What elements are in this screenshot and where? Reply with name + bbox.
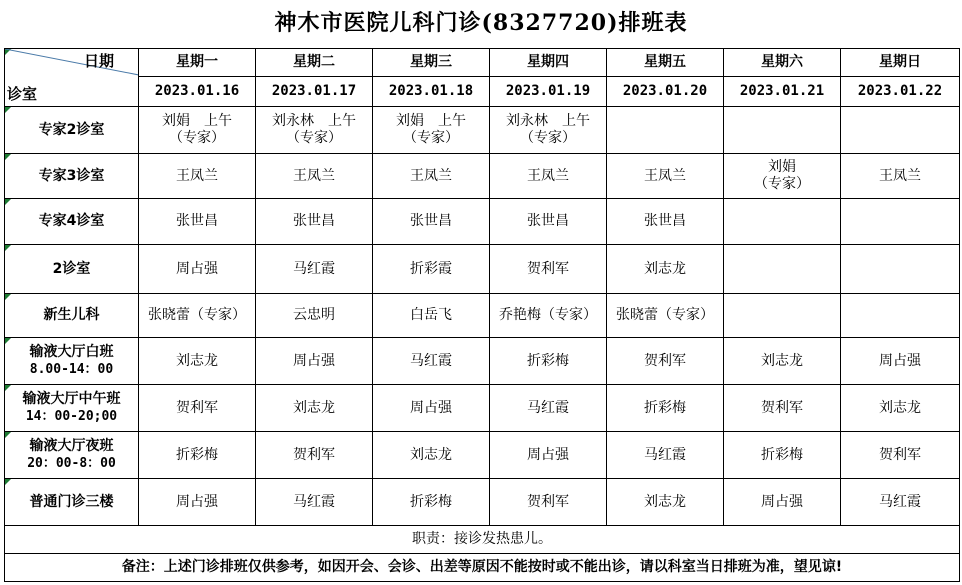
doctor-name: 张世昌 [527,213,569,229]
doctor-name: 马红霞 [410,352,452,369]
doctor-name: 周占强 [176,260,218,277]
room-name: 新生儿科 [43,307,100,323]
schedule-cell [607,154,724,199]
schedule-row [5,385,960,432]
doctor-name: 张世昌 [410,213,452,229]
schedule-cell [724,154,841,199]
cell-marker-icon [5,107,11,113]
note-row [5,554,960,582]
doctor-name: 贺利军 [527,260,569,277]
schedule-cell [841,199,960,245]
schedule-cell [373,294,490,338]
doctor-name: 折彩霞 [410,260,452,277]
room-name: 输液大厅中午班 [22,391,121,407]
schedule-row [5,199,960,245]
cell-marker-icon [5,294,11,300]
schedule-cell [841,245,960,294]
schedule-cell [490,199,607,245]
schedule-cell [841,385,960,432]
schedule-cell [490,245,607,294]
room-name-cell [5,154,139,199]
doctor-name: 张晓蕾（专家） [616,307,714,323]
schedule-row [5,294,960,338]
doctor-name: 马红霞 [879,493,921,510]
schedule-cell [841,107,960,154]
doctor-name: 王凤兰 [527,167,569,184]
schedule-cell [490,338,607,385]
doctor-name: 周占强 [176,493,218,510]
room-name: 输液大厅白班 [29,344,114,360]
doctor-name: 刘娟 上午 [396,113,466,129]
schedule-cell [139,338,256,385]
doctor-name: 刘志龙 [410,446,452,463]
schedule-cell [607,294,724,338]
schedule-cell [607,338,724,385]
schedule-cell [607,245,724,294]
shift-hours: 8.00-14：00 [29,362,114,377]
day-header: 星期三 [373,49,490,77]
doctor-name: 张世昌 [176,213,218,229]
doctor-name: 云忠明 [293,307,335,323]
room-name: 输液大厅夜班 [29,438,114,454]
schedule-cell [724,338,841,385]
doctor-name: 刘志龙 [293,399,335,416]
schedule-cell [607,479,724,526]
schedule-cell [373,107,490,154]
schedule-cell [256,294,373,338]
doctor-name: （专家） [403,130,459,146]
schedule-cell [139,154,256,199]
room-name: 2诊室 [52,260,91,277]
cell-marker-icon [5,479,11,485]
doctor-name: 折彩梅 [644,399,686,416]
doctor-name: 刘志龙 [644,260,686,277]
day-header: 星期一 [139,49,256,77]
cell-marker-icon [5,385,11,391]
cell-marker-icon [5,154,11,160]
doctor-name: 周占强 [527,446,569,463]
room-name-cell [5,107,139,154]
schedule-cell [607,432,724,479]
room-name: 普通门诊三楼 [29,493,114,510]
schedule-cell [139,107,256,154]
doctor-name: 刘永林 上午 [506,113,590,129]
date-header: 2023.01.22 [841,77,960,107]
day-header: 星期四 [490,49,607,77]
schedule-cell [256,479,373,526]
schedule-cell [256,432,373,479]
schedule-cell [373,338,490,385]
schedule-cell [256,199,373,245]
day-header: 星期五 [607,49,724,77]
schedule-cell [373,199,490,245]
doctor-name: 马红霞 [644,446,686,463]
schedule-cell [724,245,841,294]
schedule-cell [373,154,490,199]
date-header: 2023.01.19 [490,77,607,107]
room-name: 专家2诊室 [38,121,105,138]
doctor-name: 刘娟 上午 [162,113,232,129]
schedule-cell [724,432,841,479]
doctor-name: （专家） [754,176,810,192]
schedule-cell [373,479,490,526]
schedule-cell [490,154,607,199]
doctor-name: （专家） [286,130,342,146]
cell-marker-icon [5,245,11,251]
doctor-name: 张晓蕾（专家） [148,307,246,323]
cell-marker-icon [5,199,11,205]
schedule-cell [256,107,373,154]
schedule-cell [373,385,490,432]
schedule-cell [373,432,490,479]
doctor-name: 折彩梅 [410,493,452,510]
doctor-name: 贺利军 [176,399,218,416]
doctor-name: 贺利军 [293,446,335,463]
schedule-cell [256,154,373,199]
note-text: 备注：上述门诊排班仅供参考，如因开会、会诊、出差等原因不能按时或不能出诊，请以科室当日排班为准，望见谅! [5,554,960,582]
date-header: 2023.01.20 [607,77,724,107]
schedule-cell [724,107,841,154]
doctor-name: （专家） [169,130,225,146]
doctor-name: 马红霞 [527,399,569,416]
schedule-cell [841,154,960,199]
doctor-name: 刘志龙 [176,352,218,369]
page-title: 神木市医院儿科门诊(8327720)排班表 [274,10,688,36]
cell-marker-icon [5,338,11,344]
schedule-cell [724,199,841,245]
schedule-cell [139,199,256,245]
schedule-row [5,432,960,479]
schedule-cell [490,479,607,526]
schedule-cell [139,294,256,338]
shift-hours: 14：00-20;00 [25,409,118,424]
schedule-row [5,154,960,199]
doctor-name: 周占强 [879,352,921,369]
doctor-name: 刘娟 [768,159,796,175]
doctor-name: 折彩梅 [527,352,569,369]
schedule-cell [490,385,607,432]
day-header: 星期二 [256,49,373,77]
schedule-cell [841,294,960,338]
doctor-name: 贺利军 [879,446,921,463]
schedule-cell [607,385,724,432]
doctor-name: 贺利军 [527,493,569,510]
doctor-name: 马红霞 [293,260,335,277]
doctor-name: 周占强 [761,493,803,510]
room-header-label: 诊室 [7,85,38,103]
day-header: 星期日 [841,49,960,77]
schedule-cell [841,432,960,479]
schedule-cell [724,479,841,526]
doctor-name: 周占强 [410,399,452,416]
doctor-name: 周占强 [293,352,335,369]
schedule-row [5,479,960,526]
schedule-cell [373,245,490,294]
schedule-cell [490,432,607,479]
date-header-label: 日期 [83,52,114,70]
schedule-cell [139,432,256,479]
room-name-cell [5,479,139,526]
day-header: 星期六 [724,49,841,77]
duty-row [5,526,960,554]
doctor-name: 折彩梅 [761,446,803,463]
doctor-name: 贺利军 [644,352,686,369]
room-name-cell [5,294,139,338]
date-header: 2023.01.16 [139,77,256,107]
room-name: 专家3诊室 [38,167,105,184]
doctor-name: 折彩梅 [176,446,218,463]
schedule-cell [490,107,607,154]
schedule-row [5,107,960,154]
room-name-cell [5,338,139,385]
duty-text: 职责：接诊发热患儿。 [5,526,960,554]
doctor-name: 王凤兰 [293,167,335,184]
doctor-name: 刘永林 上午 [272,113,356,129]
schedule-cell [139,385,256,432]
header-row-dates [5,77,960,107]
schedule-cell [841,338,960,385]
schedule-cell [139,245,256,294]
header-corner-cell [5,49,139,107]
date-header: 2023.01.18 [373,77,490,107]
schedule-cell [724,385,841,432]
schedule-table [4,48,960,582]
doctor-name: 王凤兰 [644,167,686,184]
doctor-name: 贺利军 [761,399,803,416]
date-header: 2023.01.21 [724,77,841,107]
schedule-cell [256,245,373,294]
doctor-name: 王凤兰 [410,167,452,184]
room-name: 专家4诊室 [38,213,105,229]
cell-marker-icon [5,432,11,438]
room-name-cell [5,385,139,432]
doctor-name: 刘志龙 [761,352,803,369]
schedule-cell [256,385,373,432]
doctor-name: 刘志龙 [879,399,921,416]
schedule-cell [841,479,960,526]
schedule-cell [256,338,373,385]
shift-hours: 20：00-8：00 [27,456,116,471]
doctor-name: 张世昌 [293,213,335,229]
room-name-cell [5,432,139,479]
doctor-name: 刘志龙 [644,493,686,510]
doctor-name: 张世昌 [644,213,686,229]
schedule-cell [139,479,256,526]
room-name-cell [5,245,139,294]
doctor-name: 王凤兰 [176,167,218,184]
schedule-row [5,245,960,294]
schedule-row [5,338,960,385]
schedule-cell [607,199,724,245]
doctor-name: 乔艳梅（专家） [499,307,597,323]
date-header: 2023.01.17 [256,77,373,107]
room-name-cell [5,199,139,245]
schedule-cell [724,294,841,338]
doctor-name: 白岳飞 [410,307,452,323]
schedule-cell [490,294,607,338]
header-row-days [5,49,960,77]
doctor-name: 马红霞 [293,493,335,510]
doctor-name: （专家） [520,130,576,146]
doctor-name: 王凤兰 [879,167,921,184]
schedule-cell [607,107,724,154]
